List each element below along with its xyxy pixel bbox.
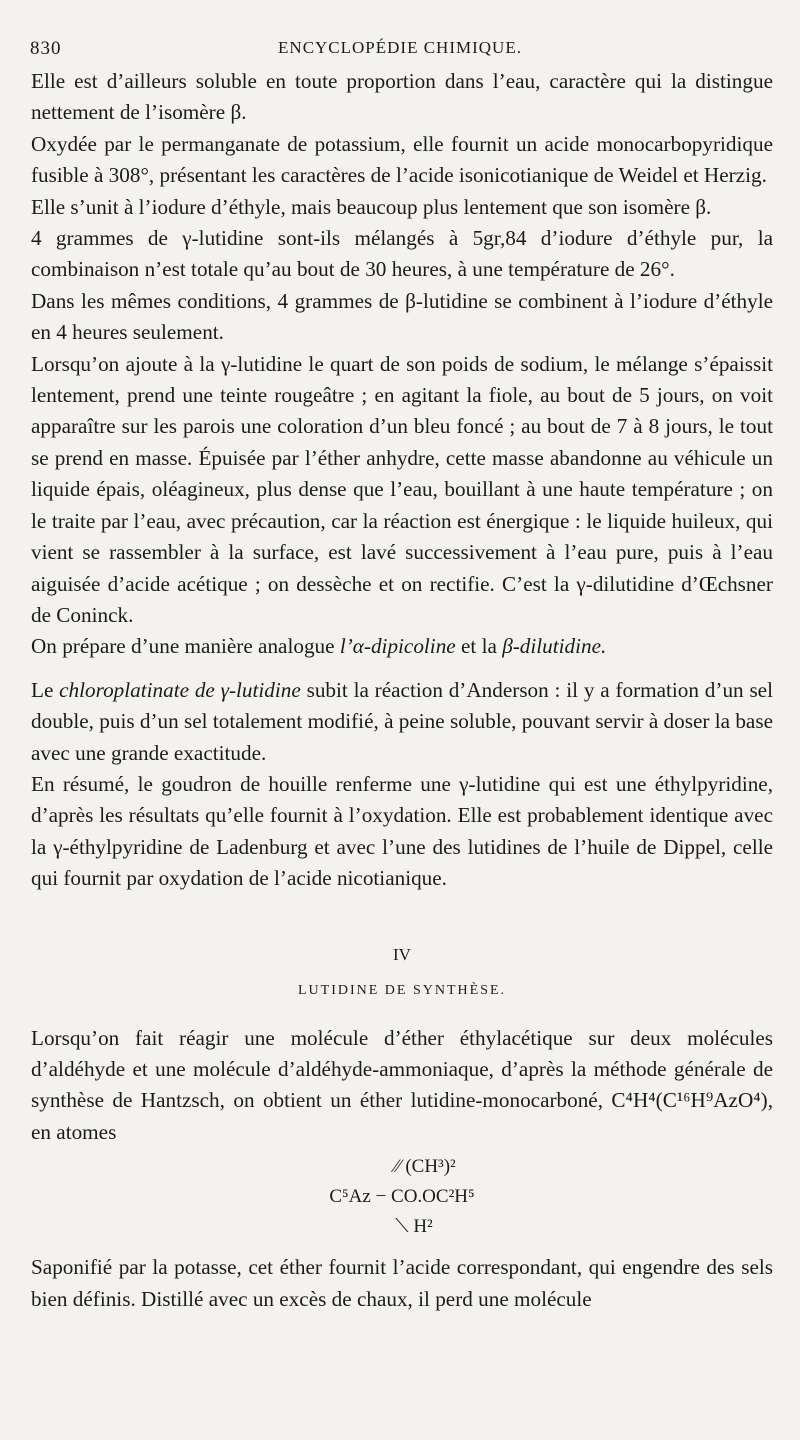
text-run: et la — [455, 634, 503, 659]
text-run: Le — [31, 677, 60, 702]
final-paragraph: Saponifié par la potasse, cet éther fournit l’acide correspondant, qui engendre des sels bien définis. Distillé avec un excès de chaux, il perd une molécule — [31, 1255, 773, 1311]
paragraph-gap — [31, 663, 773, 675]
formula-line: ⟍ H² — [395, 1216, 433, 1238]
page-number: 830 — [30, 38, 62, 59]
page-body — [31, 66, 773, 1315]
italic-term: chloroplatinate de γ-lutidine — [59, 677, 301, 702]
text-run: subit la réaction d’Anderson : il y a formation d’un sel double, puis d’un sel totalement modifié, à peine soluble, pouvant servir à doser la base avec une grande exactitude. — [31, 677, 773, 765]
summary-paragraph: En résumé, le goudron de houille renferme une γ-lutidine qui est une éthylpyridine, d’après les résultats qu’elle fournit à l’oxydation. Elle est probablement identique avec la γ-éthylpyridine de Ladenburg et avec l’une des lutidines de l’huile de Dippel, celle qui fournit par oxydation de l’acide nicotianique. — [31, 771, 773, 891]
formula-line: ⁄⁄ (CH³)² — [394, 1156, 456, 1178]
paragraph: 4 grammes de γ-lutidine sont-ils mélangés à 5gr,84 d’iodure d’éthyle pur, la combinaison n’est totale qu’au bout de 30 heures, à une température de 26°. — [31, 226, 773, 282]
text-run: On prépare d’une manière analogue — [31, 634, 340, 659]
analogue-paragraph — [31, 631, 773, 662]
italic-term: l’α-dipicoline — [339, 634, 456, 659]
italic-term: β-dilutidine. — [502, 634, 607, 659]
paragraph: Lorsqu’on ajoute à la γ-lutidine le quart de son poids de sodium, le mélange s’épaissit lentement, prend une teinte rougeâtre ; en agitant la fiole, au bout de 5 jours, on voit apparaître sur les parois une coloration d’un bleu foncé ; au bout de 7 à 8 jours, le tout se prend en masse. Épuisée par l’éther anhydre, cette masse abandonne au véhicule un liquide épais, oléagineux, plus dense que l’eau, bouillant à une haute température ; on le traite par l’eau, avec précaution, car la réaction est énergique : le liquide huileux, qui vient se rassembler à la surface, est lavé successivement à l’eau pure, puis à l’eau aiguisée d’acide acétique ; on dessèche et on rectifie. C’est la γ-dilutidine d’Œchsner de Coninck. — [31, 351, 773, 627]
synthesis-paragraph: Lorsqu’on fait réagir une molécule d’éther éthylacétique sur deux molécules d’aldéhyde et une molécule d’aldéhyde-ammoniaque, d’après la méthode générale de synthèse de Hantzsch, on obtient un éther lutidine-monocarboné, C⁴H⁴(C¹⁶H⁹AzO⁴), en atomes — [31, 1025, 773, 1144]
chloroplatinate-paragraph — [31, 675, 773, 769]
paragraph: Dans les mêmes conditions, 4 grammes de β-lutidine se combinent à l’iodure d’éthyle en 4 heures seulement. — [31, 288, 773, 345]
paragraph: Elle est d’ailleurs soluble en toute proportion dans l’eau, caractère qui la distingue nettement de l’isomère β. — [31, 69, 773, 125]
section-number: IV — [393, 944, 411, 964]
paragraph: Elle s’unit à l’iodure d’éthyle, mais beaucoup plus lentement que son isomère β. — [31, 194, 712, 219]
chemical-formula — [31, 1152, 773, 1242]
section-title: LUTIDINE DE SYNTHÈSE. — [297, 982, 507, 998]
formula-line: C⁵Az − CO.OC²H⁵ — [329, 1186, 475, 1208]
running-title: ENCYCLOPÉDIE CHIMIQUE. — [278, 38, 522, 57]
paragraph: Oxydée par le permanganate de potassium, elle fournit un acide monocarbopyridique fusible à 308°, présentant les caractères de l’acide isonicotianique de Weidel et Herzig. — [31, 131, 773, 188]
